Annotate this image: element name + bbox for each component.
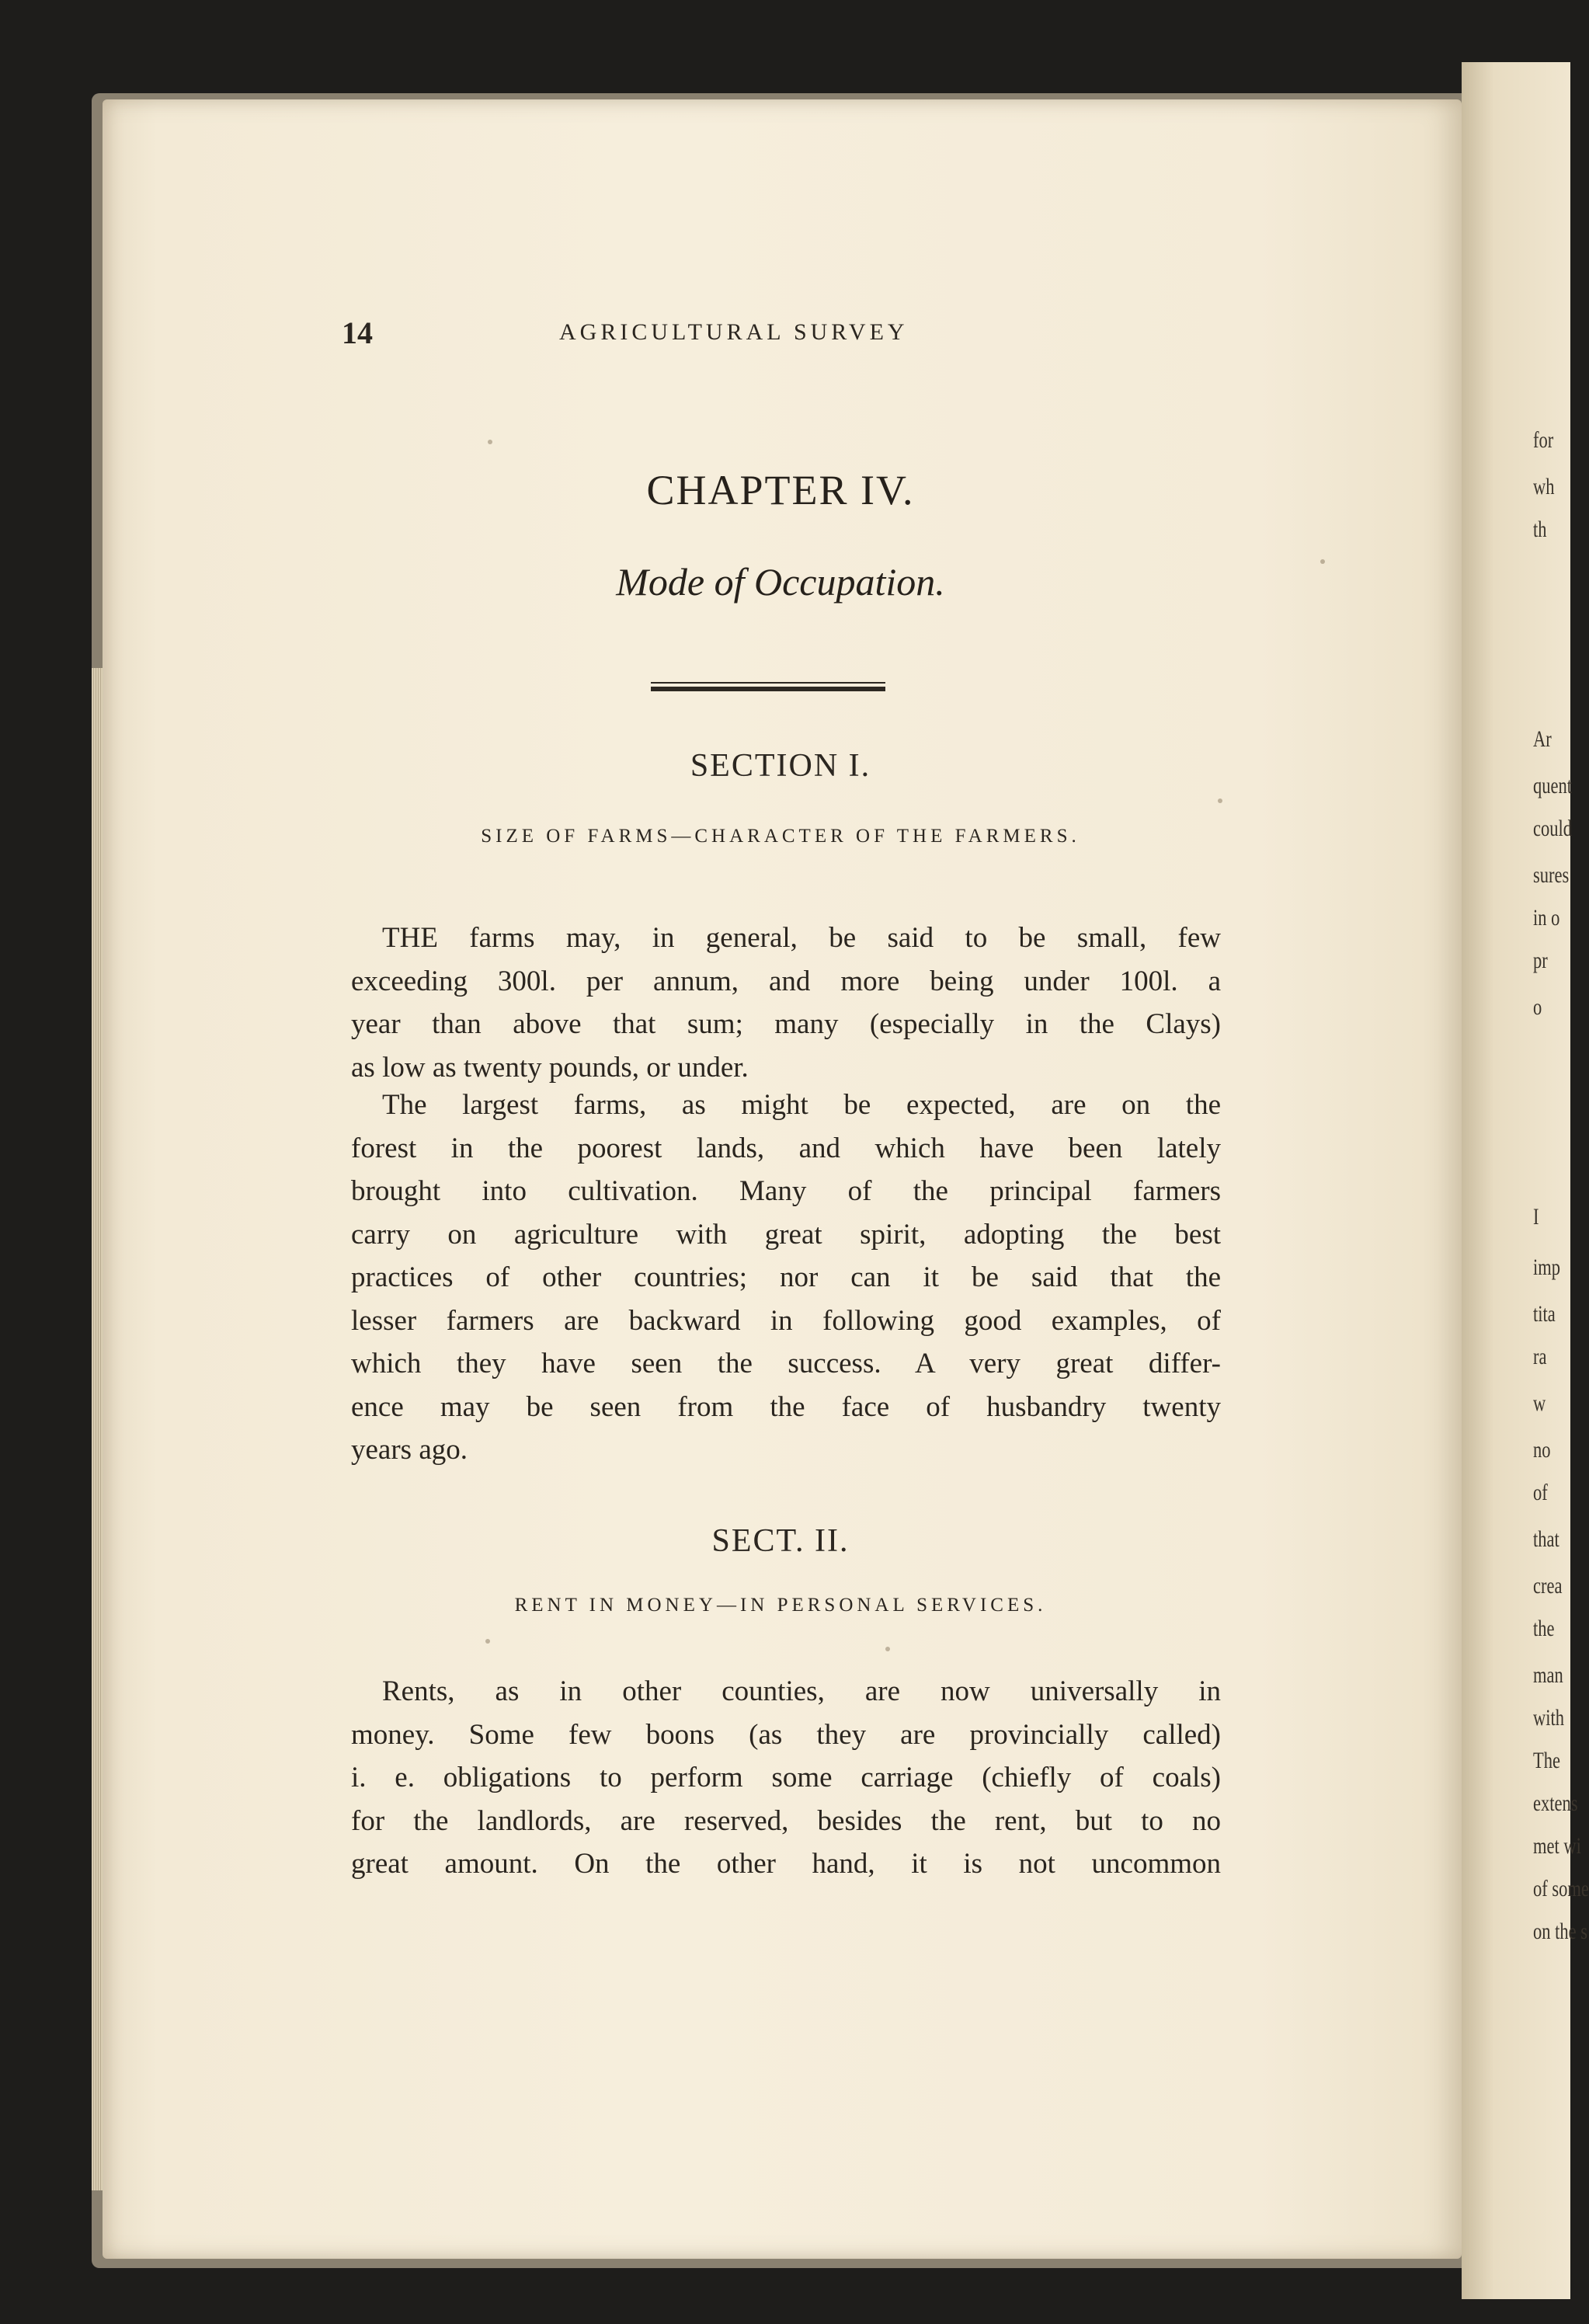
facing-page-fragment: The xyxy=(1533,1748,1560,1773)
text-line: Rents, as in other counties, are now universally in xyxy=(382,1675,1221,1707)
facing-page-fragment: of some xyxy=(1533,1876,1589,1901)
facing-page-fragment: w xyxy=(1533,1390,1546,1416)
facing-page-fragment: on the s xyxy=(1533,1919,1587,1944)
paper-spot xyxy=(1320,559,1325,564)
chapter-subtitle: Mode of Occupation. xyxy=(616,560,945,604)
facing-page-fragment: tita xyxy=(1533,1301,1556,1327)
facing-page-fragment: Ar xyxy=(1533,726,1552,752)
facing-page-fragment: th xyxy=(1533,517,1547,542)
text-line: money. Some few boons (as they are provincially called) xyxy=(351,1718,1221,1751)
text-line: carry on agriculture with great spirit, adopting the best xyxy=(351,1218,1221,1251)
facing-page-fragment: the xyxy=(1533,1616,1555,1641)
page-number: 14 xyxy=(342,315,373,350)
paper-spot xyxy=(1218,798,1222,803)
text-line: The largest farms, as might be expected, are on the xyxy=(382,1089,1221,1121)
facing-page-fragment: man xyxy=(1533,1662,1563,1688)
facing-page-fragment: crea xyxy=(1533,1573,1563,1599)
text-line: practices of other countries; nor can it be said that the xyxy=(351,1261,1221,1293)
text-line: years ago. xyxy=(351,1434,468,1466)
facing-page-fragment: could xyxy=(1533,816,1572,841)
double-rule-divider xyxy=(651,682,885,693)
text-line: lesser farmers are backward in following good examples, of xyxy=(351,1304,1221,1337)
facing-page-edge xyxy=(1462,62,1589,2299)
text-line: forest in the poorest lands, and which have been lately xyxy=(351,1132,1221,1164)
section-1-title: SECTION I. xyxy=(690,748,871,784)
paper-spot xyxy=(885,1647,890,1651)
paper-spot xyxy=(488,440,492,444)
section-1-paragraph-1 xyxy=(351,917,1221,1089)
section-1-subtitle: SIZE OF FARMS—CHARACTER OF THE FARMERS. xyxy=(481,826,1080,847)
rule-thin-line xyxy=(651,682,885,684)
facing-page-fragment: that xyxy=(1533,1526,1559,1552)
facing-page-fragment: no xyxy=(1533,1437,1551,1463)
text-line: brought into cultivation. Many of the principal farmers xyxy=(351,1175,1221,1207)
text-line: i. e. obligations to perform some carriage (chiefly of coals) xyxy=(351,1762,1221,1793)
facing-page-fragment: in o xyxy=(1533,905,1560,931)
text-line: great amount. On the other hand, it is not uncommon xyxy=(351,1848,1221,1880)
text-line: which they have seen the success. A very great differ- xyxy=(351,1348,1221,1379)
facing-page-fragment: ra xyxy=(1533,1344,1547,1369)
section-1-paragraph-2 xyxy=(351,1084,1221,1472)
text-line: exceeding 300l. per annum, and more being under 100l. a xyxy=(351,965,1221,997)
facing-page-fragment: imp xyxy=(1533,1254,1561,1280)
section-2-subtitle: RENT IN MONEY—IN PERSONAL SERVICES. xyxy=(514,1595,1047,1616)
text-line: ence may be seen from the face of husbandry twenty xyxy=(351,1390,1221,1423)
facing-page-fragment: met wi xyxy=(1533,1833,1581,1859)
running-header xyxy=(334,315,994,361)
paper-spot xyxy=(485,1639,490,1644)
text-line: year than above that sum; many (especially in the Clays) xyxy=(351,1008,1221,1040)
text-line: THE farms may, in general, be said to be small, few xyxy=(382,922,1221,954)
text-line: as low as twenty pounds, or under. xyxy=(351,1051,749,1084)
facing-page-fragment: wh xyxy=(1533,474,1555,499)
facing-page-fragment: extens xyxy=(1533,1790,1578,1816)
rule-thick-line xyxy=(651,687,885,691)
facing-page-fragment: sures xyxy=(1533,862,1570,888)
facing-page-fragment: for xyxy=(1533,427,1554,453)
facing-page-fragment: quent xyxy=(1533,773,1572,798)
facing-page-fragment: with xyxy=(1533,1705,1565,1731)
running-head-title: AGRICULTURAL SURVEY xyxy=(559,319,909,345)
facing-page-fragment: of xyxy=(1533,1480,1548,1505)
text-line: for the landlords, are reserved, besides the rent, but to no xyxy=(351,1804,1221,1837)
facing-page-fragment: I xyxy=(1533,1204,1539,1230)
section-2-title: SECT. II. xyxy=(711,1523,850,1559)
facing-page-fragment: pr xyxy=(1533,948,1548,973)
section-2-paragraph-1 xyxy=(351,1670,1221,1886)
facing-page-fragment: o xyxy=(1533,994,1542,1020)
chapter-title: CHAPTER IV. xyxy=(646,467,915,513)
page-edge-stack xyxy=(92,668,103,2190)
